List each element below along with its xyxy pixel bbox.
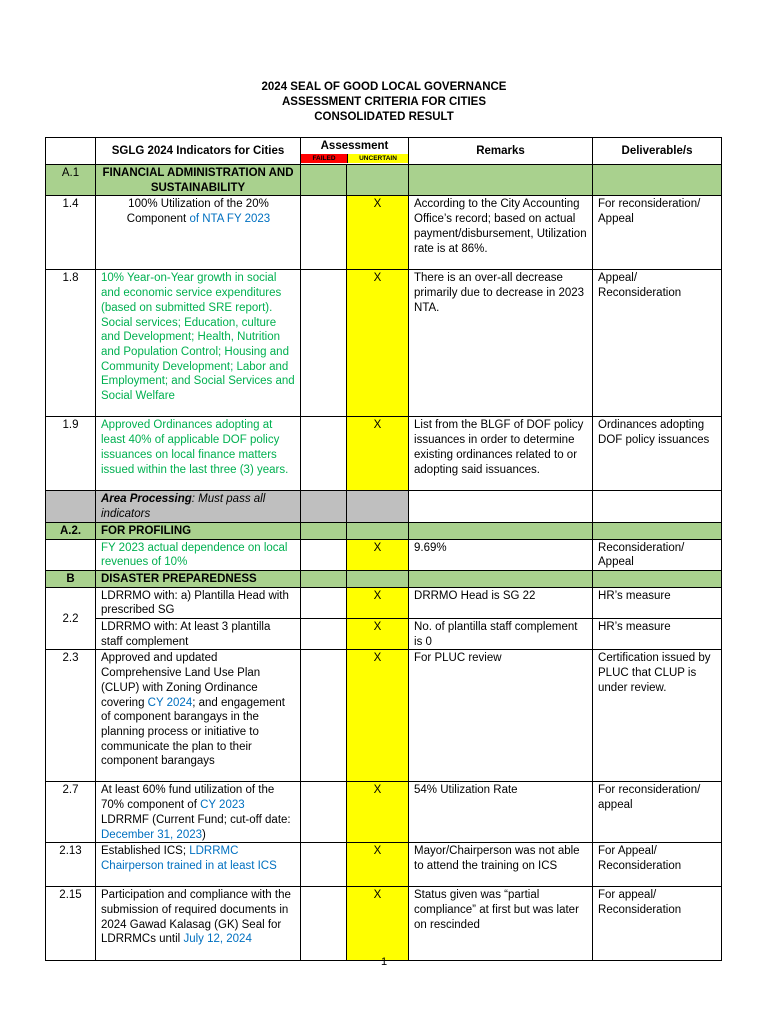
indicator-part: Established ICS; — [101, 845, 190, 858]
deliverable-cell: Certification issued by PLUC that CLUP is under review. — [593, 650, 722, 782]
table-row — [46, 196, 722, 270]
remarks-cell: 54% Utilization Rate — [409, 782, 593, 843]
uncertain-mark: X — [347, 887, 409, 961]
remarks-cell: There is an over-all decrease primarily due to decrease in 2023 NTA. — [409, 270, 593, 417]
header-failed: FAILED — [301, 154, 347, 163]
uncertain-mark: X — [347, 270, 409, 417]
deliverable-cell: For reconsideration/ Appeal — [593, 196, 722, 270]
header-assessment-label: Assessment — [320, 140, 389, 152]
table-row — [46, 650, 722, 782]
indicator-highlight: of NTA FY 2023 — [189, 213, 271, 226]
section-title: FINANCIAL ADMINISTRATION AND SUSTAINABILITY — [96, 165, 301, 196]
header-uncertain: UNCERTAIN — [347, 154, 408, 163]
indicator-highlight: July 12, 2024 — [183, 933, 252, 946]
indicator-text: FY 2023 actual dependence on local revenues of 10% — [96, 539, 301, 570]
indicator-part: ; and engagement of component barangays in the planning process or initiative to communicate the plan to their component barangays — [101, 696, 285, 768]
indicator-text — [96, 887, 301, 961]
deliverable-cell: Appeal/ Reconsideration — [593, 270, 722, 417]
document-heading — [0, 80, 768, 125]
row-num: B — [46, 570, 96, 587]
section-row-b — [46, 570, 722, 587]
indicator-part: ) — [202, 828, 206, 841]
remarks-cell: 9.69% — [409, 539, 593, 570]
indicator-part: Participation and compliance with the submission of required documents in 2024 Gawad Kalasag (GK) Seal for LDRRMCs until — [101, 889, 291, 946]
uncertain-mark: X — [347, 650, 409, 782]
heading-line-3: CONSOLIDATED RESULT — [314, 111, 454, 123]
uncertain-mark: X — [347, 619, 409, 650]
deliverable-cell: For appeal/ Reconsideration — [593, 887, 722, 961]
header-deliverables: Deliverable/s — [593, 138, 722, 165]
row-num: 2.15 — [46, 887, 96, 961]
uncertain-mark: X — [347, 587, 409, 618]
uncertain-mark: X — [347, 782, 409, 843]
heading-line-1: 2024 SEAL OF GOOD LOCAL GOVERNANCE — [261, 81, 507, 93]
indicator-text — [96, 843, 301, 887]
indicator-text: 10% Year-on-Year growth in social and economic service expenditures (based on submitted SRE report). Social services; Education, culture and Development; Health, Nutrition and Population Control; Housing and Community Development; Labor and Employment; and Social Services and Social Welfare — [96, 270, 301, 417]
area-processing-rest: : Must pass all indicators — [101, 493, 266, 521]
deliverable-cell: HR’s measure — [593, 619, 722, 650]
uncertain-mark: X — [347, 843, 409, 887]
indicator-text — [96, 196, 301, 270]
deliverable-cell: HR’s measure — [593, 587, 722, 618]
indicator-part: 100% Utilization of the 20% Component — [126, 198, 269, 226]
row-num: 1.8 — [46, 270, 96, 417]
indicator-highlight: LDRRMC Chairperson trained in at least ICS — [101, 845, 277, 872]
area-processing-label: Area Processing — [101, 493, 192, 506]
remarks-cell: For PLUC review — [409, 650, 593, 782]
indicator-highlight: CY 2023 — [200, 799, 245, 812]
header-assessment — [301, 138, 409, 165]
row-num: A.2. — [46, 522, 96, 539]
header-remarks: Remarks — [409, 138, 593, 165]
table-row — [46, 417, 722, 491]
section-title: FOR PROFILING — [96, 522, 301, 539]
section-row-a2 — [46, 522, 722, 539]
page-number: 1 — [380, 956, 388, 968]
table-row — [46, 887, 722, 961]
indicator-text — [96, 650, 301, 782]
indicator-part: At least 60% fund utilization of the 70% component of — [101, 784, 275, 812]
section-row-a1 — [46, 165, 722, 196]
indicator-text: Approved Ordinances adopting at least 40% of applicable DOF policy issuances on local finance matters issued within the last three (3) years. — [96, 417, 301, 491]
row-num: 2.2 — [46, 587, 96, 650]
remarks-cell: According to the City Accounting Office’s record; based on actual payment/disbursement, Utilization rate is at 86%. — [409, 196, 593, 270]
deliverable-cell: For reconsideration/ appeal — [593, 782, 722, 843]
header-indicators: SGLG 2024 Indicators for Cities — [96, 138, 301, 165]
deliverable-cell: Ordinances adopting DOF policy issuances — [593, 417, 722, 491]
remarks-cell: DRRMO Head is SG 22 — [409, 587, 593, 618]
table-row — [46, 843, 722, 887]
uncertain-mark: X — [347, 196, 409, 270]
remarks-cell: Mayor/Chairperson was not able to attend the training on ICS — [409, 843, 593, 887]
row-num: 2.7 — [46, 782, 96, 843]
uncertain-mark: X — [347, 417, 409, 491]
deliverable-cell: For Appeal/ Reconsideration — [593, 843, 722, 887]
indicator-part: LDRRMF (Current Fund; cut-off date: — [101, 813, 291, 826]
table-row — [46, 782, 722, 843]
section-title: DISASTER PREPAREDNESS — [96, 570, 301, 587]
area-processing-row — [46, 491, 722, 522]
remarks-cell: List from the BLGF of DOF policy issuances in order to determine existing ordinances related to or adopting said issuances. — [409, 417, 593, 491]
uncertain-mark: X — [347, 539, 409, 570]
remarks-cell: Status given was “partial compliance” at first but was later on rescinded — [409, 887, 593, 961]
area-processing-text — [96, 491, 301, 522]
remarks-cell: No. of plantilla staff complement is 0 — [409, 619, 593, 650]
indicator-text: LDRRMO with: a) Plantilla Head with prescribed SG — [96, 587, 301, 618]
table-row — [46, 270, 722, 417]
row-num: 2.13 — [46, 843, 96, 887]
row-num: 2.3 — [46, 650, 96, 782]
table-row — [46, 587, 722, 618]
table-row — [46, 619, 722, 650]
assessment-table — [45, 137, 722, 961]
heading-line-2: ASSESSMENT CRITERIA FOR CITIES — [281, 96, 487, 108]
row-num: A.1 — [46, 165, 96, 196]
indicator-text — [96, 782, 301, 843]
table-header-row — [46, 138, 722, 165]
row-num: 1.9 — [46, 417, 96, 491]
indicator-part: Approved and updated Comprehensive Land Use Plan (CLUP) with Zoning Ordinance covering — [101, 652, 261, 709]
row-num: 1.4 — [46, 196, 96, 270]
header-num — [46, 138, 96, 165]
indicator-highlight: December 31, 2023 — [101, 828, 203, 841]
table-row — [46, 539, 722, 570]
indicator-text: LDRRMO with: At least 3 plantilla staff complement — [96, 619, 301, 650]
indicator-highlight: CY 2024 — [147, 696, 193, 709]
deliverable-cell: Reconsideration/ Appeal — [593, 539, 722, 570]
